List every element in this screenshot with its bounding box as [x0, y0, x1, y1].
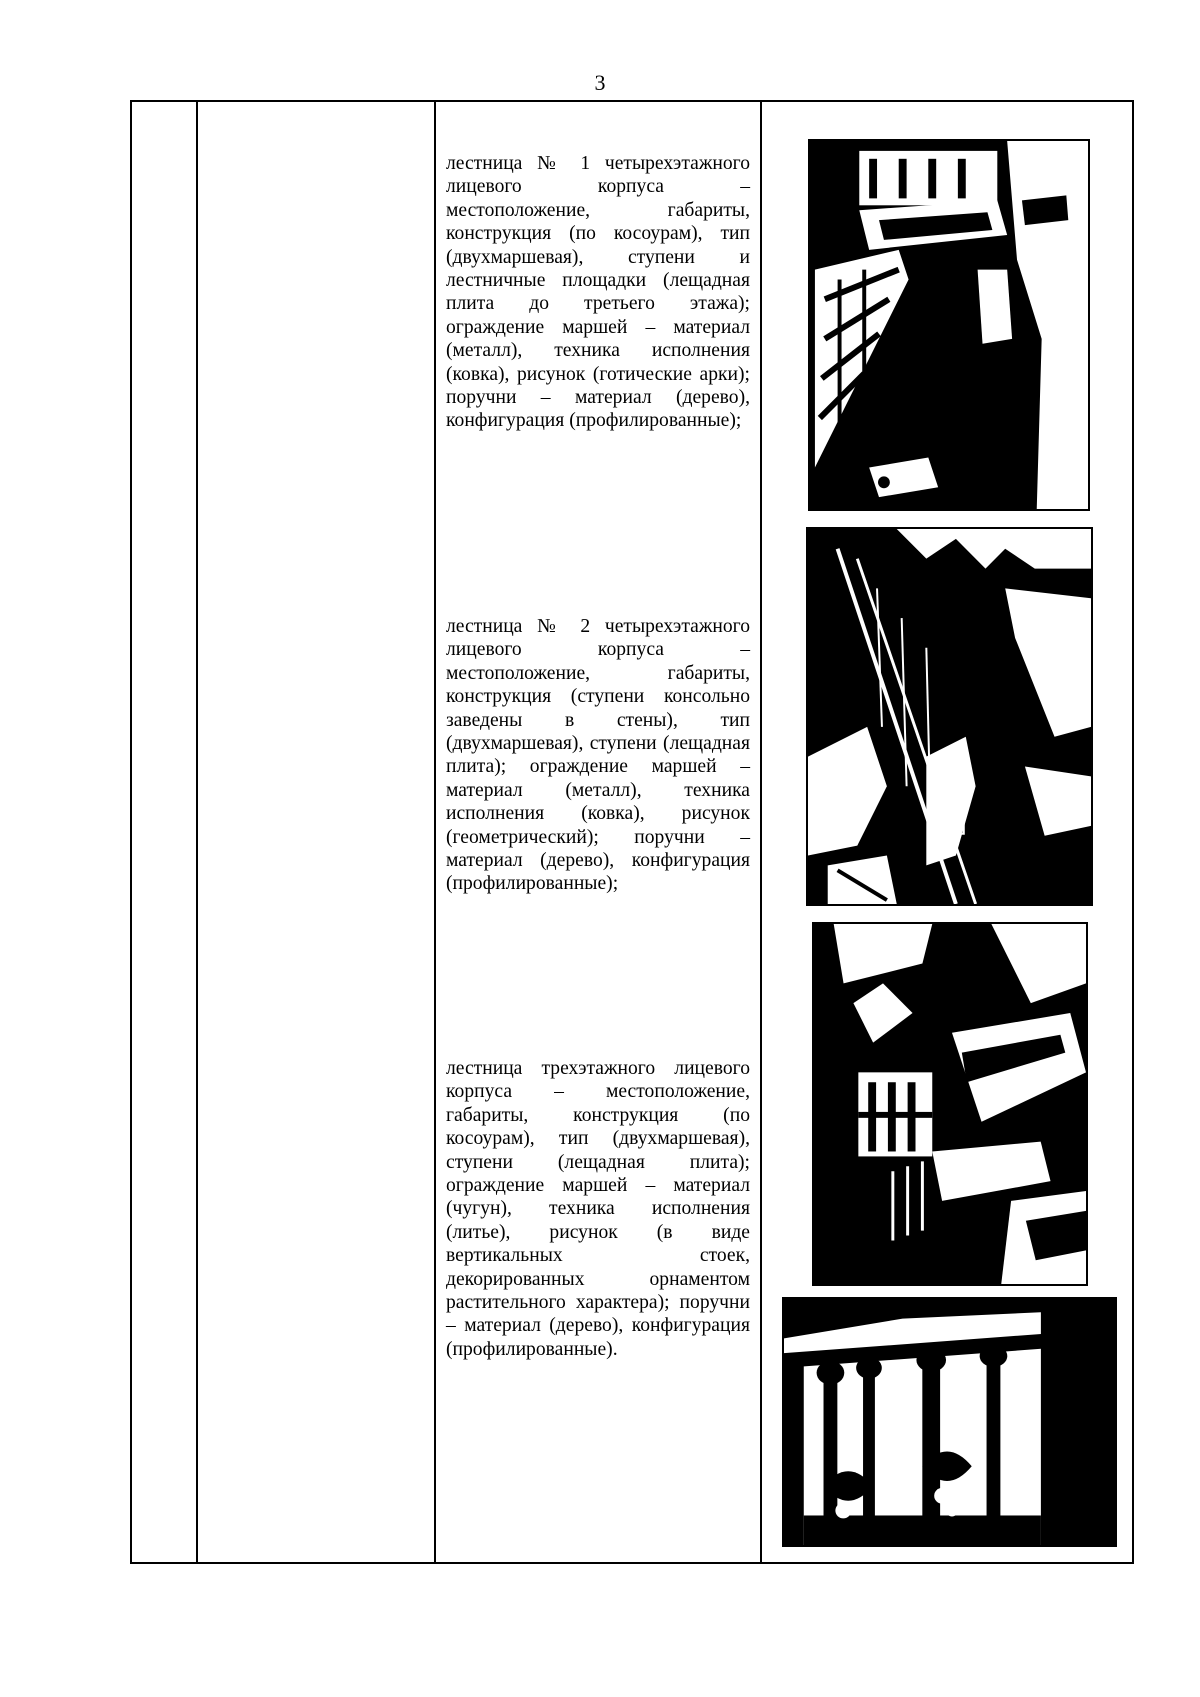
page-number: 3 [594, 70, 606, 95]
baluster-detail-photo [782, 1297, 1117, 1547]
staircase-3-photo [812, 922, 1088, 1286]
staircase-2-photo [806, 527, 1093, 906]
staircase-3-description: лестница трехэтажного лицевого корпуса – местоположение, габариты, конструкция (по косоурам), тип (двухмаршевая), ступени (лещадная плита); ограждение маршей – материал (чугун), техника исполнения (литье), рисунок (в виде вертикальных стоек, декорированных орнаментом растительного характера); поручни – материал (дерево), конфигурация (профилированные). [446, 1058, 750, 1360]
staircase-1-description: лестница № 1 четырехэтажного лицевого корпуса – местоположение, габариты, конструкция (по косоурам), тип (двухмаршевая), ступени и лестничные площадки (лещадная плита до третьего этажа); ограждение маршей – материал (металл), техника исполнения (ковка), рисунок (готические арки); поручни – материал (дерево), конфигурация (профилированные); [446, 153, 750, 432]
column-divider [434, 102, 436, 1562]
document-table [130, 100, 1134, 1564]
staircase-2-description: лестница № 2 четырехэтажного лицевого корпуса – местоположение, габариты, конструкция (ступени консольно заведены в стены), тип (двухмаршевая), ступени (лещадная плита); ограждение маршей – материал (металл), техника исполнения (ковка), рисунок (геометрический); поручни – материал (дерево), конфигурация (профилированные); [446, 616, 750, 895]
staircase-1-photo [808, 139, 1090, 511]
column-divider [196, 102, 198, 1562]
column-divider [760, 102, 762, 1562]
